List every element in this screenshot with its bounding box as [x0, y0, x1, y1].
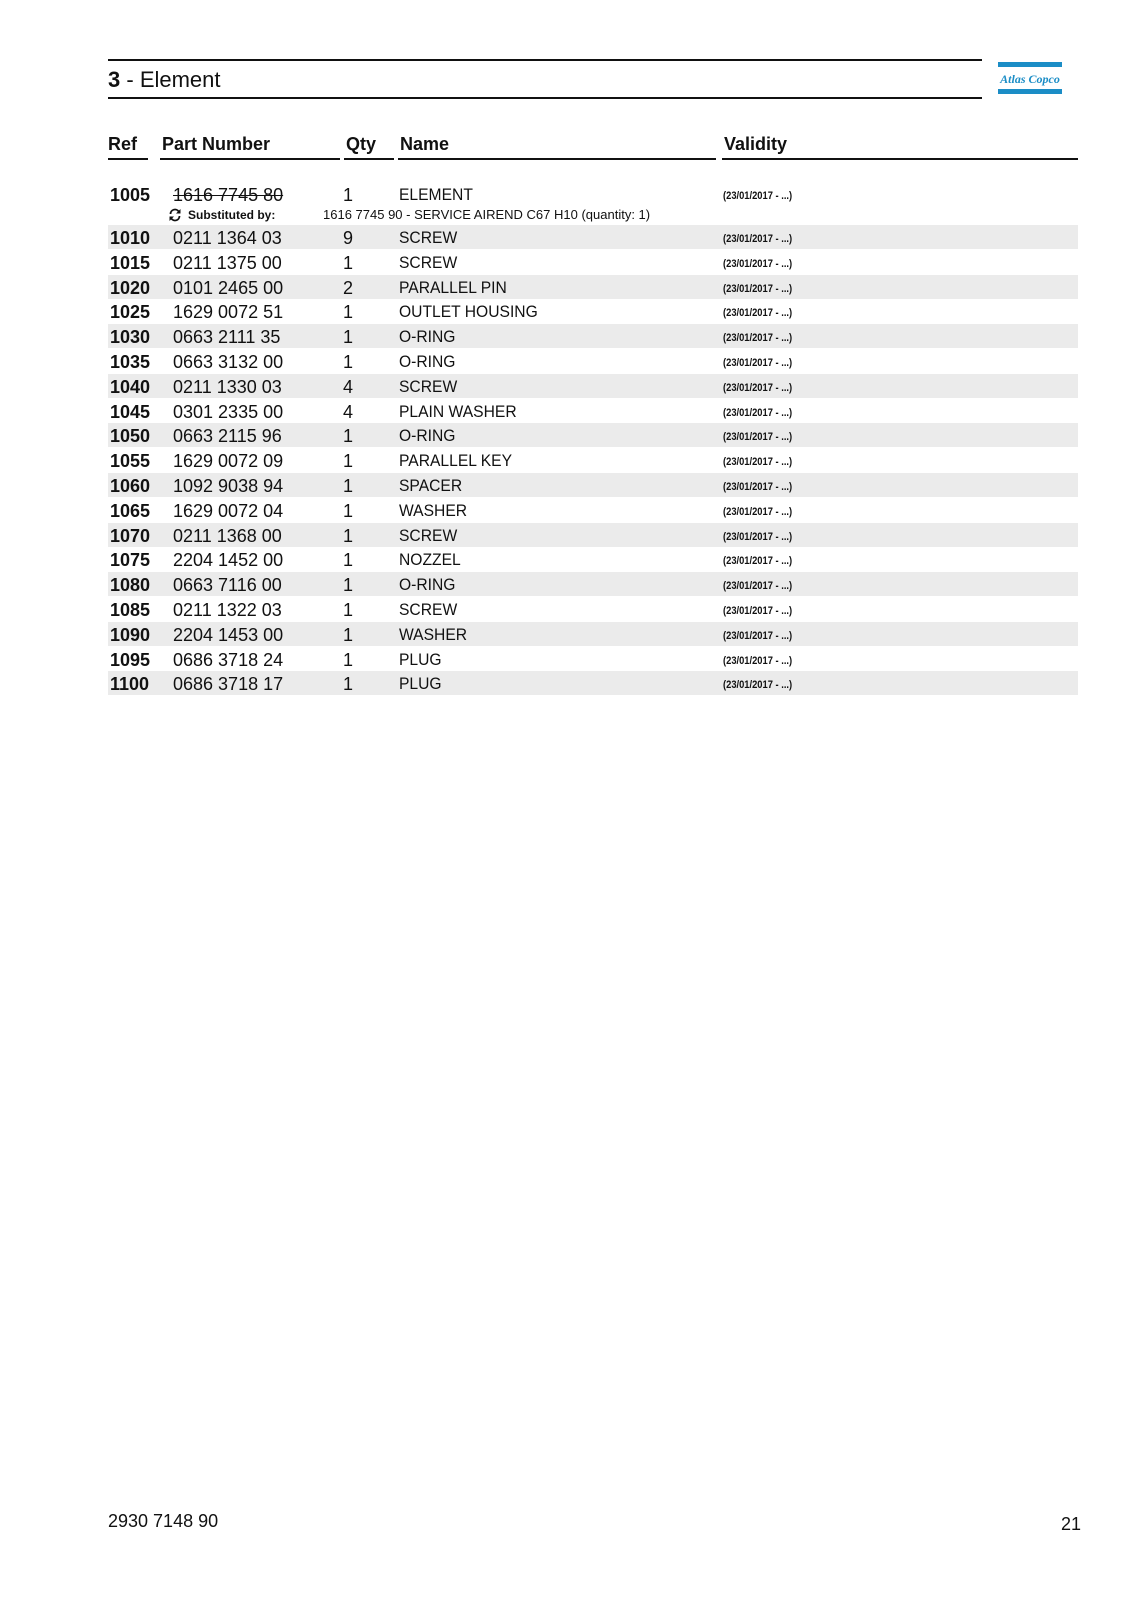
- header-rule: [398, 158, 716, 160]
- table-row: [108, 448, 1078, 472]
- cell-qty: 1: [343, 302, 354, 323]
- substitution-note: [108, 206, 1078, 224]
- cell-ref: 1040: [110, 376, 151, 397]
- cell-name: O-RING: [399, 352, 456, 371]
- cell-validity: (23/01/2017 - ...): [723, 654, 793, 667]
- cell-validity: (23/01/2017 - ...): [723, 431, 793, 444]
- cell-ref: 1090: [110, 624, 151, 645]
- cell-validity: (23/01/2017 - ...): [723, 605, 793, 617]
- cell-part-number: 1629 0072 51: [173, 302, 284, 323]
- cell-name: SCREW: [399, 525, 458, 545]
- cell-part-number: 0211 1364 03: [173, 228, 282, 248]
- cell-part-number: 0101 2465 00: [173, 277, 284, 298]
- column-header-validity: Validity: [724, 134, 788, 154]
- cell-name: O-RING: [399, 327, 456, 347]
- table-row: [108, 374, 1078, 398]
- header-rule: [108, 158, 148, 160]
- cell-name: WASHER: [399, 500, 468, 520]
- cell-ref: 1020: [110, 277, 151, 298]
- table-row: [108, 399, 1078, 423]
- column-header-part-number: Part Number: [162, 134, 271, 154]
- cell-part-number: 0211 1375 00: [173, 252, 282, 273]
- cell-qty: 1: [343, 327, 354, 348]
- cell-ref: 1055: [110, 451, 151, 472]
- document-number: 2930 7148 90: [108, 1511, 219, 1531]
- cell-qty: 1: [343, 252, 354, 273]
- cell-name: SCREW: [399, 376, 458, 396]
- cell-validity: (23/01/2017 - ...): [723, 307, 793, 320]
- cell-part-number: 2204 1452 00: [173, 550, 284, 571]
- table-row: [108, 622, 1078, 646]
- table-row: [108, 299, 1078, 323]
- cell-qty: 1: [343, 674, 354, 695]
- cell-part-number: 0663 2115 96: [173, 426, 282, 447]
- table-row: [108, 349, 1078, 373]
- cell-part-number: 0686 3718 24: [173, 649, 284, 670]
- cell-part-number: 0663 3132 00: [173, 352, 284, 372]
- substitution-text: 1616 7745 90 - SERVICE AIREND C67 H10 (quantity: 1): [323, 207, 651, 222]
- cell-part-number: 0663 2111 35: [173, 327, 281, 348]
- column-header-name: Name: [400, 134, 450, 154]
- cell-validity: (23/01/2017 - ...): [723, 282, 793, 295]
- cell-qty: 1: [343, 426, 354, 447]
- cell-qty: 1: [343, 352, 354, 372]
- cell-ref: 1095: [110, 649, 151, 670]
- cell-ref: 1005: [110, 185, 151, 205]
- cell-qty: 4: [343, 376, 354, 397]
- cell-qty: 1: [343, 649, 354, 670]
- table-row: [108, 498, 1078, 522]
- cell-part-number: 0301 2335 00: [173, 401, 284, 422]
- cell-qty: 1: [343, 600, 354, 620]
- cell-name: SCREW: [399, 252, 458, 272]
- cell-qty: 9: [343, 228, 354, 248]
- cell-ref: 1015: [110, 252, 151, 273]
- table-row: [108, 572, 1078, 596]
- table-row: [108, 182, 1078, 206]
- cell-part-number: 1092 9038 94: [173, 476, 284, 496]
- header-rule: [160, 158, 340, 160]
- cell-ref: 1100: [110, 674, 150, 695]
- cell-part-number: 0663 7116 00: [173, 575, 282, 596]
- table-row: [108, 547, 1078, 571]
- cell-qty: 1: [343, 451, 354, 472]
- cell-ref: 1075: [110, 550, 151, 571]
- cell-name: PARALLEL PIN: [399, 277, 507, 297]
- column-header-qty: Qty: [346, 134, 377, 154]
- cell-validity: (23/01/2017 - ...): [723, 530, 793, 543]
- cell-ref: 1050: [110, 426, 151, 447]
- section-number: 3: [108, 67, 121, 92]
- cell-validity: (23/01/2017 - ...): [723, 629, 793, 642]
- cell-name: PLAIN WASHER: [399, 401, 517, 421]
- refresh-icon: [168, 208, 182, 222]
- cell-name: O-RING: [399, 575, 456, 595]
- column-header-ref: Ref: [108, 134, 138, 154]
- cell-name: PARALLEL KEY: [399, 451, 513, 471]
- cell-validity: (23/01/2017 - ...): [723, 580, 793, 593]
- cell-qty: 1: [343, 575, 354, 596]
- cell-qty: 1: [343, 550, 354, 571]
- table-row: [108, 671, 1078, 695]
- cell-part-number: 1629 0072 04: [173, 500, 284, 521]
- cell-part-number: 0211 1330 03: [173, 376, 282, 397]
- table-row: [108, 473, 1078, 497]
- section-name: Element: [139, 67, 221, 92]
- cell-ref: 1060: [110, 476, 151, 496]
- section-separator: -: [120, 67, 140, 92]
- table-row: [108, 523, 1078, 547]
- cell-validity: (23/01/2017 - ...): [723, 505, 793, 518]
- cell-qty: 2: [343, 277, 354, 298]
- cell-name: OUTLET HOUSING: [399, 302, 538, 322]
- cell-ref: 1070: [110, 525, 151, 546]
- logo-text: Atlas Copco: [1000, 72, 1060, 86]
- cell-part-number: 0211 1368 00: [173, 525, 282, 546]
- table-row: [108, 647, 1078, 671]
- cell-ref: 1065: [110, 500, 151, 521]
- cell-part-number: 2204 1453 00: [173, 624, 284, 645]
- cell-qty: 1: [343, 500, 354, 521]
- section-title: [108, 67, 221, 93]
- table-row: [108, 275, 1078, 299]
- cell-name: SPACER: [399, 476, 463, 495]
- atlas-copco-logo: [998, 62, 1062, 94]
- cell-validity: (23/01/2017 - ...): [723, 381, 793, 394]
- page-number: 21: [1060, 1514, 1081, 1534]
- substituted-by-label: Substituted by:: [188, 208, 276, 222]
- cell-name: SCREW: [399, 600, 458, 619]
- cell-part-number: 0686 3718 17: [173, 674, 284, 695]
- cell-validity: (23/01/2017 - ...): [723, 456, 793, 469]
- cell-qty: 1: [343, 476, 354, 496]
- cell-name: WASHER: [399, 624, 468, 644]
- header-rule: [722, 158, 1078, 160]
- cell-qty: 1: [343, 624, 354, 645]
- cell-ref: 1035: [110, 352, 151, 372]
- cell-name: NOZZEL: [399, 550, 461, 570]
- cell-qty: 4: [343, 401, 354, 422]
- cell-name: ELEMENT: [399, 185, 473, 204]
- table-row: [108, 423, 1078, 447]
- cell-validity: (23/01/2017 - ...): [723, 332, 793, 345]
- cell-validity: (23/01/2017 - ...): [723, 257, 793, 270]
- cell-ref: 1080: [110, 575, 151, 596]
- cell-name: O-RING: [399, 426, 456, 446]
- header-rule: [344, 158, 394, 160]
- cell-name: SCREW: [399, 228, 458, 247]
- section-title-bar: [108, 59, 982, 99]
- cell-part-number: 0211 1322 03: [173, 600, 282, 620]
- cell-part-number: 1629 0072 09: [173, 451, 284, 472]
- table-row: [108, 250, 1078, 274]
- cell-validity: (23/01/2017 - ...): [723, 190, 793, 202]
- cell-validity: (23/01/2017 - ...): [723, 357, 793, 369]
- table-row: [108, 597, 1078, 621]
- cell-ref: 1045: [110, 401, 151, 422]
- cell-ref: 1025: [110, 302, 151, 323]
- cell-validity: (23/01/2017 - ...): [723, 406, 793, 419]
- table-row: [108, 225, 1078, 249]
- cell-ref: 1030: [110, 327, 151, 348]
- cell-validity: (23/01/2017 - ...): [723, 555, 793, 568]
- cell-qty: 1: [343, 185, 354, 205]
- cell-validity: (23/01/2017 - ...): [723, 233, 793, 245]
- cell-part-number: 1616 7745 80: [173, 185, 284, 205]
- cell-validity: (23/01/2017 - ...): [723, 679, 793, 692]
- cell-name: PLUG: [399, 649, 442, 669]
- cell-ref: 1085: [110, 600, 151, 620]
- cell-ref: 1010: [110, 228, 151, 248]
- cell-qty: 1: [343, 525, 354, 546]
- cell-name: PLUG: [399, 674, 442, 694]
- table-row: [108, 324, 1078, 348]
- cell-validity: (23/01/2017 - ...): [723, 481, 793, 493]
